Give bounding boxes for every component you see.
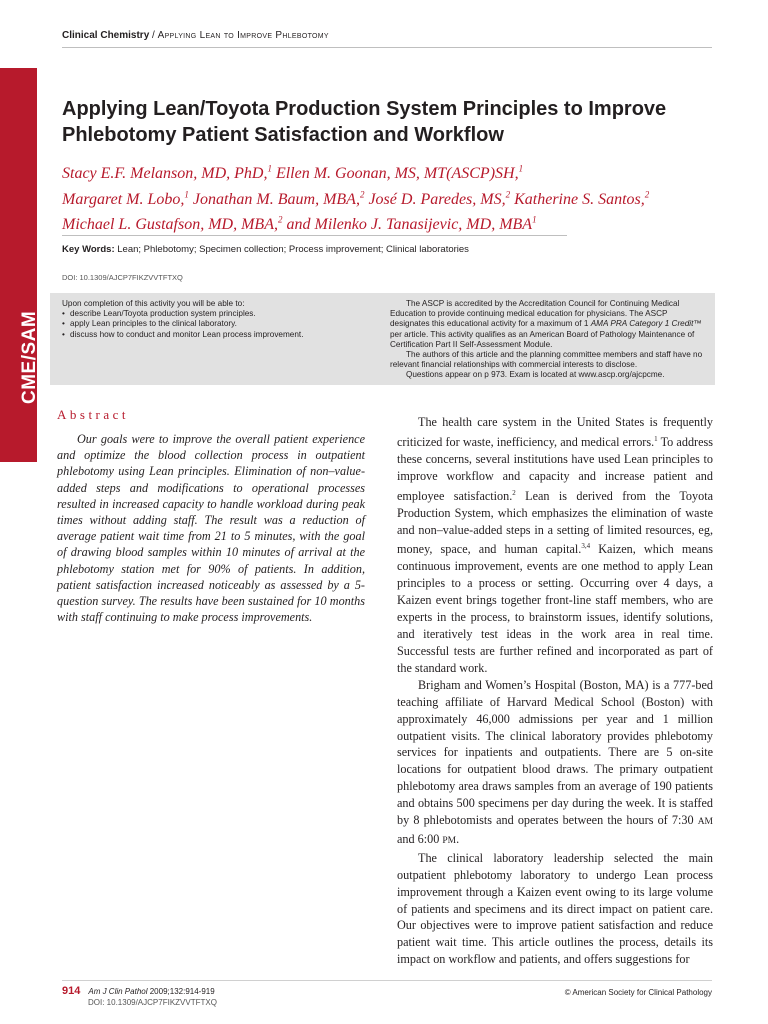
footer-volume: 2009;132:914-919 [147, 987, 215, 996]
footer-doi: DOI: 10.1309/AJCP7FIKZVVTFTXQ [88, 998, 217, 1007]
author: Stacy E.F. Melanson, MD, PhD,$^1$ [62, 164, 272, 183]
running-head-section: Applying Lean to Improve Phlebotomy [157, 30, 329, 41]
footer-rule [62, 980, 712, 981]
body-text-column [397, 414, 713, 968]
footer-citation [62, 986, 217, 1008]
objective-item: • describe Lean/Toyota production system principles. [70, 309, 362, 319]
reference-citation: 1 [654, 434, 658, 443]
learning-objectives [62, 299, 362, 340]
running-head-rule [62, 47, 712, 48]
disclosure-paragraph: The authors of this article and the planning committee members and staff have no relevant financial relationships with commercial interests to disclose. [390, 350, 703, 370]
page-number: 914 [62, 985, 81, 997]
author: Margaret M. Lobo,$^1$ [62, 189, 189, 208]
cme-box [50, 293, 715, 385]
doi: DOI: 10.1309/AJCP7FIKZVVTFTXQ [62, 273, 183, 282]
author: José D. Paredes, MS,$^2$ [368, 189, 511, 208]
running-head-separator: / [152, 30, 155, 41]
abstract-heading: Abstract [57, 407, 130, 422]
sidebar-label: CME/SAM [19, 310, 40, 404]
objective-item: • discuss how to conduct and monitor Lean process improvement. [70, 330, 362, 340]
reference-citation: 2 [512, 488, 516, 497]
ama-credit-label: AMA PRA Category 1 Credit [590, 319, 694, 329]
objectives-intro: Upon completion of this activity you will be able to: [62, 299, 245, 308]
objective-item: • apply Lean principles to the clinical laboratory. [70, 319, 362, 329]
keywords-text: Lean; Phlebotomy; Specimen collection; Process improvement; Clinical laboratories [117, 244, 469, 255]
author: Jonathan M. Baum, MBA,$^2$ [192, 189, 365, 208]
footer-journal: Am J Clin Pathol [88, 987, 148, 996]
author-list [62, 159, 722, 235]
body-paragraph: The clinical laboratory leadership selected the main outpatient phlebotomy laboratory to undergo Lean process improvement through a Kaizen event owing to its large volume of patients and specimens and its direct impact on patient care. Our objectives were to improve patient satisfaction and reduce patient wait time. This article outlines the process, details its impact on workflow and patients, and offers suggestions for [397, 850, 713, 967]
accreditation-paragraph: The ASCP is accredited by the Accreditation Council for Continuing Medical Education to provide continuing medical education for physicians. The ASCP designates this educational activity for a maximum of 1 AMA PRA Category 1 Credit™ per article. This activity qualifies as an American Board of Pathology Maintenance of Certification Part II Self-Assessment Module. [390, 299, 702, 349]
keywords-rule [62, 235, 567, 236]
exam-location: Questions appear on p 973. Exam is located at www.ascp.org/ajcpcme. [406, 370, 665, 380]
author: Ellen M. Goonan, MS, MT(ASCP)SH,$^1$ [275, 164, 524, 183]
author: Michael L. Gustafson, MD, MBA,$^2$ [62, 214, 283, 233]
running-head [62, 30, 329, 41]
keywords [62, 244, 469, 255]
author: Katherine S. Santos,$^2$ [514, 189, 650, 208]
accreditation-statement [390, 299, 705, 381]
footer-copyright: © American Society for Clinical Pathology [564, 988, 712, 997]
keywords-label: Key Words: [62, 244, 115, 255]
body-paragraph: Brigham and Women’s Hospital (Boston, MA) is a 777-bed teaching affiliate of Harvard Medical School (Boston) with approximately 46,000 admissions per year and 1 million outpatient visits. The clinical laboratory provides phlebotomy services for inpatients and outpatients. There are 5 on-site locations for outpatient blood draws. The primary outpatient phlebotomy area draws samples from an average of 190 patients and obtains 500 specimens per day during the week. It is staffed by 8 phlebotomists and operates between the hours of 7:30 AM and 6:00 PM. [397, 677, 713, 846]
reference-citation: 3,4 [581, 542, 591, 551]
author: and Milenko J. Tanasijevic, MD, MBA$^1$ [286, 214, 537, 233]
article-title: Applying Lean/Toyota Production System Principles to Improve Phlebotomy Patient Satisfaction and Workflow [62, 98, 667, 146]
cme-sam-sidebar [0, 68, 40, 462]
body-paragraph: The health care system in the United States is frequently criticized for waste, inefficiency, and medical errors.$^1$ To address these concerns, several institutions have used Lean principles to improve workflow and capacity and increase patient and employee satisfaction.$^2$ Lean is derived from the Toyota Production System, which emphasizes the elimination of waste and non–value-added steps in a setting of limited resources, eg, money, space, and human capital.$^{3,4}$ Kaizen, which means continuous improvement, events are one method to apply Lean principles to a process or setting. Occurring over 4 days, a Kaizen event brings together front-line staff members, who are experts in the process, to brainstorm issues, identify solutions, and iteratively test ideas in the work area in real time. Successful tests are further refined and incorporated as part of the standard work. [397, 415, 713, 675]
journal-name: Clinical Chemistry [62, 30, 150, 41]
abstract-text: Our goals were to improve the overall patient experience and optimize the blood collection process in outpatient phlebotomy using Lean principles. Elimination of non–value-added steps and modifications to operational processes resulted in increased capacity to handle workload during peak times without adding staff. The result was a reduction of average patient wait time from 21 to 5 minutes, with the goal of drawing blood samples within 10 minutes of arrival at the phlebotomy station met for 90% of patients. In addition, patient satisfaction increased noticeably as assessed by a 5-question survey. The results have been sustained for 10 months with staff continuing to make process improvements. [57, 432, 365, 625]
